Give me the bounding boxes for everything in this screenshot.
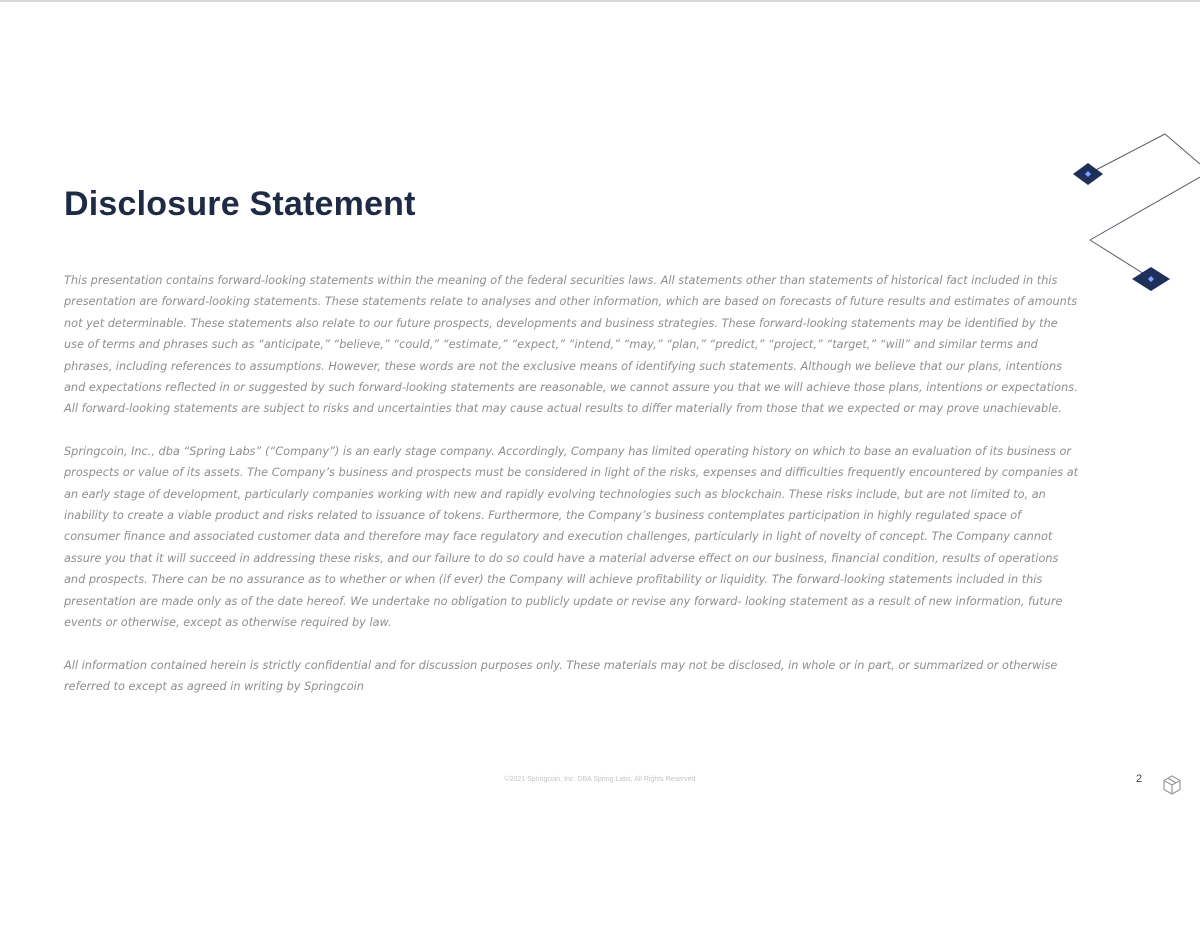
disclosure-paragraph: All information contained herein is strictly confidential and for discussion purposes only. These materials may not be disclosed, in whole or in part, or summarized or otherwise referred to except as agreed in writing by Springcoin [64, 658, 1058, 693]
page-number: 2 [1136, 773, 1143, 785]
network-diamonds-decoration [1060, 122, 1200, 302]
copyright-footer: ©2021 Springcoin, Inc. DBA Spring Labs, All Rights Reserved [504, 776, 696, 783]
diamond-node-icon [1132, 267, 1170, 291]
spring-labs-cube-logo [1161, 774, 1183, 796]
diamond-node-icon [1073, 163, 1103, 185]
disclosure-body [64, 270, 1079, 718]
disclosure-paragraph: Springcoin, Inc., dba “Spring Labs” (“Company”) is an early stage company. Accordingly, Company has limited operating history on which to base an evaluation of its business or prospects or value of its assets. The Company’s business and prospects must be considered in light of the risks, expenses and difficulties frequently encountered by companies at an early stage of development, particularly companies working with new and rapidly evolving technologies such as blockchain. These risks include, but are not limited to, an inability to create a viable product and risks related to issuance of tokens. Furthermore, the Company’s business contemplates participation in highly regulated space of consumer finance and associated customer data and therefore may face regulatory and execution challenges, particularly in light of novelty of concept. The Company cannot assure you that it will succeed in addressing these risks, and our failure to do so could have a material adverse effect on our business, financial condition, results of operations and prospects. There can be no assurance as to whether or when (if ever) the Company will achieve profitability or liquidity. The forward-looking statements included in this presentation are made only as of the date hereof. We undertake no obligation to publicly update or revise any forward- looking statement as a result of new information, future events or otherwise, except as otherwise required by law. [64, 444, 1079, 630]
disclosure-paragraph: This presentation contains forward-looking statements within the meaning of the federal securities laws. All statements other than statements of historical fact included in this presentation are forward-looking statements. These statements relate to analyses and other information, which are based on forecasts of future results and estimates of amounts not yet determinable. These statements also relate to our future prospects, developments and business strategies. These forward-looking statements may be identified by the use of terms and phrases such as “anticipate,” “believe,” “could,” “estimate,” “expect,” “intend,” “may,” “plan,” “predict,” “project,” “target,” “will” and similar terms and phrases, including references to assumptions. However, these words are not the exclusive means of identifying such statements. Although we believe that our plans, intentions and expectations reflected in or suggested by such forward-looking statements are reasonable, we cannot assure you that we will achieve those plans, intentions or expectations. All forward-looking statements are subject to risks and uncertainties that may cause actual results to differ materially from those that we expected or may prove unachievable. [64, 274, 1078, 416]
page-title: Disclosure Statement [64, 185, 416, 223]
